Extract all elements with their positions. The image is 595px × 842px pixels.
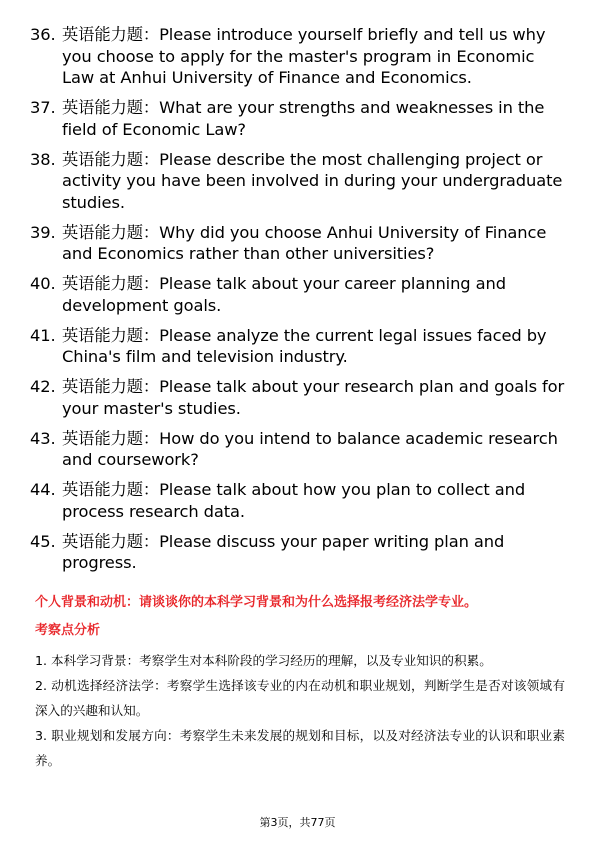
- question-text: 英语能力题：Please talk about your research plan and goals for your master's studies.: [62, 377, 565, 418]
- question-number: 40.: [30, 274, 56, 293]
- question-number: 44.: [30, 480, 56, 499]
- question-item: [30, 149, 570, 214]
- question-text: 英语能力题：Why did you choose Anhui University of Finance and Economics rather than other universities?: [62, 222, 547, 263]
- analysis-point: 3. 职业规划和发展方向：考察学生未来发展的规划和目标，以及对经济法专业的认识和职业素养。: [35, 728, 565, 768]
- question-text: 英语能力题：Please discuss your paper writing plan and progress.: [62, 531, 505, 572]
- section-heading: 个人背景和动机：请谈谈你的本科学习背景和为什么选择报考经济法学专业。: [35, 595, 478, 610]
- question-item: [30, 24, 570, 89]
- question-item: [30, 428, 570, 471]
- analysis-section: [35, 594, 565, 773]
- question-item: [30, 273, 570, 316]
- question-text: 英语能力题：Please analyze the current legal issues faced by China's film and television industry.: [62, 325, 547, 366]
- question-number: 45.: [30, 531, 56, 551]
- question-text: 英语能力题：What are your strengths and weaknesses in the field of Economic Law?: [62, 98, 545, 139]
- question-number: 38.: [30, 149, 56, 169]
- question-text: 英语能力题：Please talk about your career planning and development goals.: [62, 274, 506, 315]
- question-number: 43.: [30, 428, 56, 448]
- question-number: 41.: [30, 325, 56, 345]
- question-item: [30, 376, 570, 419]
- question-item: [30, 479, 570, 522]
- question-number: 36.: [30, 25, 56, 44]
- question-text: 英语能力题：Please talk about how you plan to collect and process research data.: [62, 480, 526, 521]
- analysis-point: 2. 动机选择经济法学：考察学生选择该专业的内在动机和职业规划，判断学生是否对该领域有深入的兴趣和认知。: [35, 678, 565, 718]
- question-item: [30, 222, 570, 265]
- page-number: 第3页，共77页: [259, 816, 336, 829]
- question-number: 42.: [30, 377, 56, 396]
- question-text: 英语能力题：Please describe the most challenging project or activity you have been involved in during your undergraduate studies.: [62, 149, 563, 212]
- question-number: 37.: [30, 98, 56, 117]
- question-list: [30, 24, 570, 582]
- analysis-point: 1. 本科学习背景：考察学生对本科阶段的学习经历的理解，以及专业知识的积累。: [35, 653, 492, 668]
- analysis-subheading: 考察点分析: [35, 623, 101, 638]
- question-number: 39.: [30, 222, 56, 242]
- question-text: 英语能力题：How do you intend to balance academic research and coursework?: [62, 428, 558, 469]
- question-item: [30, 531, 570, 574]
- question-item: [30, 325, 570, 368]
- question-item: [30, 97, 570, 140]
- question-text: 英语能力题：Please introduce yourself briefly and tell us why you choose to apply for the master's program in Economic Law at Anhui University of Finance and Economics.: [62, 25, 546, 87]
- analysis-points: [35, 648, 565, 773]
